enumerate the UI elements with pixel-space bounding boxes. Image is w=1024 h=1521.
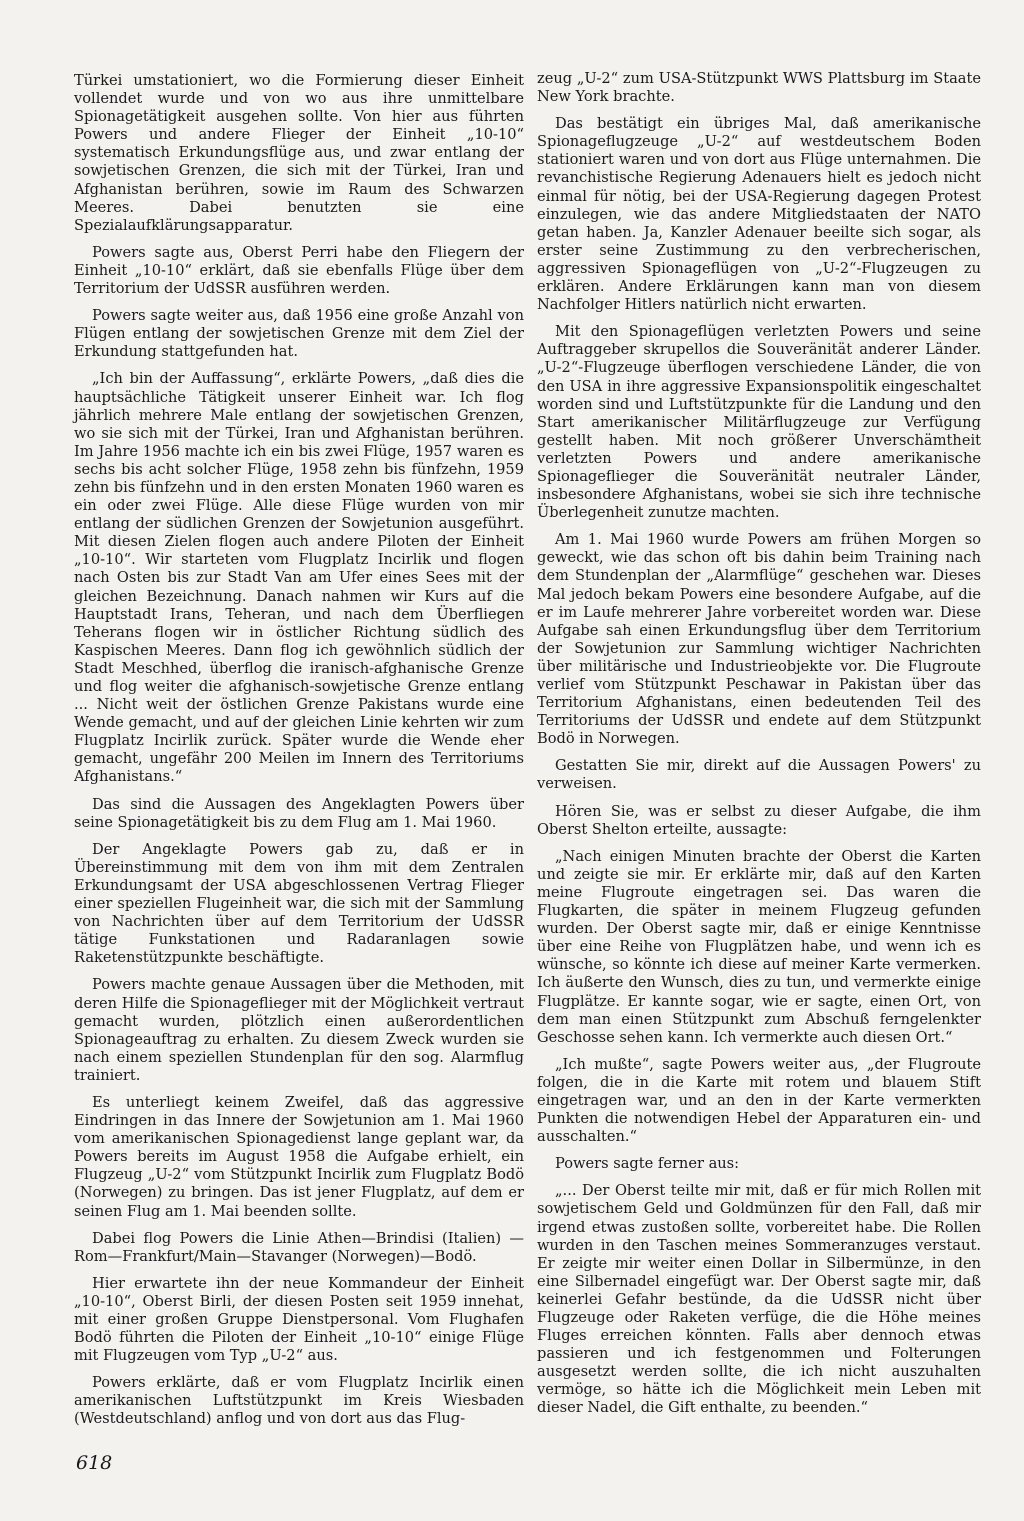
paragraph: Powers sagte aus, Oberst Perri habe den Fliegern der Einheit „10-10“ erklärt, daß sie ebenfalls Flüge über dem Territorium der UdSSR ausführen werden. — [74, 243, 524, 298]
paragraph: Gestatten Sie mir, direkt auf die Aussagen Powers' zu verweisen. — [537, 757, 981, 793]
paragraph: Hören Sie, was er selbst zu dieser Aufgabe, die ihm Oberst Shelton erteilte, aussagte: — [537, 802, 981, 838]
paragraph: Hier erwartete ihn der neue Kommandeur der Einheit „10-10“, Oberst Birli, der diesen Posten seit 1959 innehat, mit einer großen Gruppe Dienstpersonal. Vom Flughafen Bodö führten die Piloten der Einheit „10-10“ einige Flüge mit Flugzeugen vom Typ „U-2“ aus. — [74, 1274, 524, 1365]
paragraph: zeug „U-2“ zum USA-Stützpunkt WWS Plattsburg im Staate New York brachte. — [537, 70, 981, 106]
paragraph: „Ich mußte“, sagte Powers weiter aus, „der Flugroute folgen, die in die Karte mit rotem und blauem Stift eingetragen war, und an den in der Karte vermerkten Punkten die notwendigen Hebel der Apparaturen ein- und ausschalten.“ — [537, 1055, 981, 1146]
paragraph: Powers sagte weiter aus, daß 1956 eine große Anzahl von Flügen entlang der sowjetischen Grenze mit dem Ziel der Erkundung stattgefunden hat. — [74, 307, 524, 361]
left-column — [74, 72, 524, 1438]
paragraph: Powers machte genaue Aussagen über die Methoden, mit deren Hilfe die Spionageflieger mit der Möglichkeit vertraut gemacht wurden, plötzlich einen außerordentlichen Spionageauftrag zu erhalten. Zu diesem Zweck wurden sie nach einem speziellen Stundenplan für den sog. Alarmflug trainiert. — [74, 976, 524, 1084]
right-column — [537, 70, 981, 1427]
paragraph: Das sind die Aussagen des Angeklagten Powers über seine Spionagetätigkeit bis zu dem Flug am 1. Mai 1960. — [74, 795, 524, 831]
page-number: 618 — [76, 1452, 113, 1474]
paragraph: Powers erklärte, daß er vom Flugplatz Incirlik einen amerikanischen Luftstützpunkt im Kreis Wiesbaden (Westdeutschland) anflog und von dort aus das Flug- — [74, 1374, 524, 1428]
paragraph: „Nach einigen Minuten brachte der Oberst die Karten und zeigte sie mir. Er erklärte mir, daß auf den Karten meine Flugroute eingetragen sei. Das waren die Flugkarten, die später in meinem Flugzeug gefunden wurden. Der Oberst sagte mir, daß er einige Kenntnisse über eine Reihe von Flugplätzen habe, und wenn ich es wünsche, so könnte ich diese auf meiner Karte vermerken. Ich äußerte den Wunsch, dies zu tun, und vermerkte einige Flugplätze. Er kannte sogar, wie er sagte, einen Ort, von dem man einen Stützpunkt zum Abschuß ferngelenkter Geschosse sehen kann. Ich vermerkte auch diesen Ort.“ — [537, 847, 981, 1046]
paragraph: Mit den Spionageflügen verletzten Powers und seine Auftraggeber skrupellos die Souveränität anderer Länder. „U-2“-Flugzeuge überflogen verschiedene Länder, die von den USA in ihre aggressive Expansionspolitik eingeschaltet worden sind und Luftstützpunkte für die Landung und den Start amerikanischer Militärflugzeuge zur Verfügung gestellt haben. Mit noch größerer Unverschämtheit verletzten Powers und andere amerikanische Spionageflieger die Souveränität neutraler Länder, insbesondere Afghanistans, wobei sie sich ihre technische Überlegenheit zunutze machten. — [537, 323, 981, 522]
paragraph: Der Angeklagte Powers gab zu, daß er in Übereinstimmung mit dem von ihm mit dem Zentralen Erkundungsamt der USA abgeschlossenen Vertrag Flieger einer speziellen Flugeinheit war, die sich mit der Sammlung von Nachrichten über auf dem Territorium der UdSSR tätige Funkstationen und Radaranlagen sowie Raketenstützpunkte beschäftigte. — [74, 840, 524, 967]
paragraph: Am 1. Mai 1960 wurde Powers am frühen Morgen so geweckt, wie das schon oft bis dahin beim Training nach dem Stundenplan der „Alarmflüge“ geschehen war. Dieses Mal jedoch bekam Powers eine besondere Aufgabe, auf die er im Laufe mehrerer Jahre vorbereitet worden war. Diese Aufgabe sah einen Erkundungsflug über dem Territorium der Sowjetunion zur Sammlung wichtiger Nachrichten über militärische und Industrieobjekte vor. Die Flugroute verlief vom Stützpunkt Peschawar in Pakistan über das Territorium Afghanistans, einen bedeutenden Teil des Territoriums der UdSSR und endete auf dem Stützpunkt Bodö in Norwegen. — [537, 531, 981, 748]
paragraph: Das bestätigt ein übriges Mal, daß amerikanische Spionageflugzeuge „U-2“ auf westdeutschem Boden stationiert waren und von dort aus Flüge unternahmen. Die revanchistische Regierung Adenauers hielt es jedoch nicht einmal für nötig, bei der USA-Regierung dagegen Protest einzulegen, wie das andere Mitgliedstaaten der NATO getan haben. Ja, Kanzler Adenauer beeilte sich sogar, als erster seine Zustimmung zu den verbrecherischen, aggressiven Spionageflügen von „U-2“-Flugzeugen zu erklären. Andere Erklärungen kann man von diesem Nachfolger Hitlers natürlich nicht erwarten. — [537, 115, 981, 314]
paragraph: Es unterliegt keinem Zweifel, daß das aggressive Eindringen in das Innere der Sowjetunion am 1. Mai 1960 vom amerikanischen Spionagedienst lange geplant war, da Powers bereits im August 1958 die Aufgabe erhielt, ein Flugzeug „U-2“ vom Stützpunkt Incirlik zum Flugplatz Bodö (Norwegen) zu bringen. Das ist jener Flugplatz, auf dem er seinen Flug am 1. Mai beenden sollte. — [74, 1093, 524, 1220]
paragraph: Dabei flog Powers die Linie Athen—Brindisi (Italien) —Rom—Frankfurt/Main—Stavanger (Norwegen)—Bodö. — [74, 1229, 524, 1265]
paragraph: Türkei umstationiert, wo die Formierung dieser Einheit vollendet wurde und von wo aus ihre unmittelbare Spionagetätigkeit ausgehen sollte. Von hier aus führten Powers und andere Flieger der Einheit „10-10“ systematisch Erkundungsflüge aus, und zwar entlang der sowjetischen Grenzen, die sich mit der Türkei, Iran und Afghanistan berühren, sowie im Raum des Schwarzen Meeres. Dabei benutzten sie eine Spezialaufklärungsapparatur. — [74, 72, 524, 234]
paragraph: „Ich bin der Auffassung“, erklärte Powers, „daß dies die hauptsächliche Tätigkeit unserer Einheit war. Ich flog jährlich mehrere Male entlang der sowjetischen Grenzen, wo sie sich mit der Türkei, Iran und Afghanistan berühren. Im Jahre 1956 machte ich ein bis zwei Flüge, 1957 waren es sechs bis acht solcher Flüge, 1958 zehn bis fünfzehn, 1959 zehn bis fünfzehn und in den ersten Monaten 1960 waren es ein oder zwei Flüge. Alle diese Flüge wurden von mir entlang der südlichen Grenzen der Sowjetunion ausgeführt. Mit diesen Zielen flogen auch andere Piloten der Einheit „10-10“. Wir starteten vom Flugplatz Incirlik und flogen nach Osten bis zur Stadt Van am Ufer eines Sees mit der gleichen Bezeichnung. Danach nahmen wir Kurs auf die Hauptstadt Irans, Teheran, und nach dem Überfliegen Teherans flogen wir in östlicher Richtung südlich des Kaspischen Meeres. Dann flog ich gewöhnlich südlich der Stadt Meschhed, überflog die iranisch-afghanische Grenze und flog weiter die afghanisch-sowjetische Grenze entlang ... Nicht weit der östlichen Grenze Pakistans wurde eine Wende gemacht, und auf der gleichen Linie kehrten wir zum Flugplatz Incirlik zurück. Später wurde die Wende eher gemacht, ungefähr 200 Meilen im Innern des Territoriums Afghanistans.“ — [74, 370, 524, 786]
paragraph: „... Der Oberst teilte mir mit, daß er für mich Rollen mit sowjetischem Geld und Goldmünzen für den Fall, daß mir irgend etwas zustoßen sollte, vorbereitet habe. Die Rollen wurden in den Taschen meines Sommeranzuges verstaut. Er zeigte mir weiter einen Dollar in Silbermünze, in den eine Silbernadel eingefügt war. Der Oberst sagte mir, daß keinerlei Gefahr bestünde, da die UdSSR nicht über Flugzeuge oder Raketen verfüge, die die Höhe meines Fluges erreichen könnten. Falls aber dennoch etwas passieren und ich festgenommen und Folterungen ausgesetzt werden sollte, die ich nicht auszuhalten vermöge, so hätte ich die Möglichkeit mein Leben mit dieser Nadel, die Gift enthalte, zu beenden.“ — [537, 1182, 981, 1417]
paragraph: Powers sagte ferner aus: — [555, 1155, 740, 1173]
